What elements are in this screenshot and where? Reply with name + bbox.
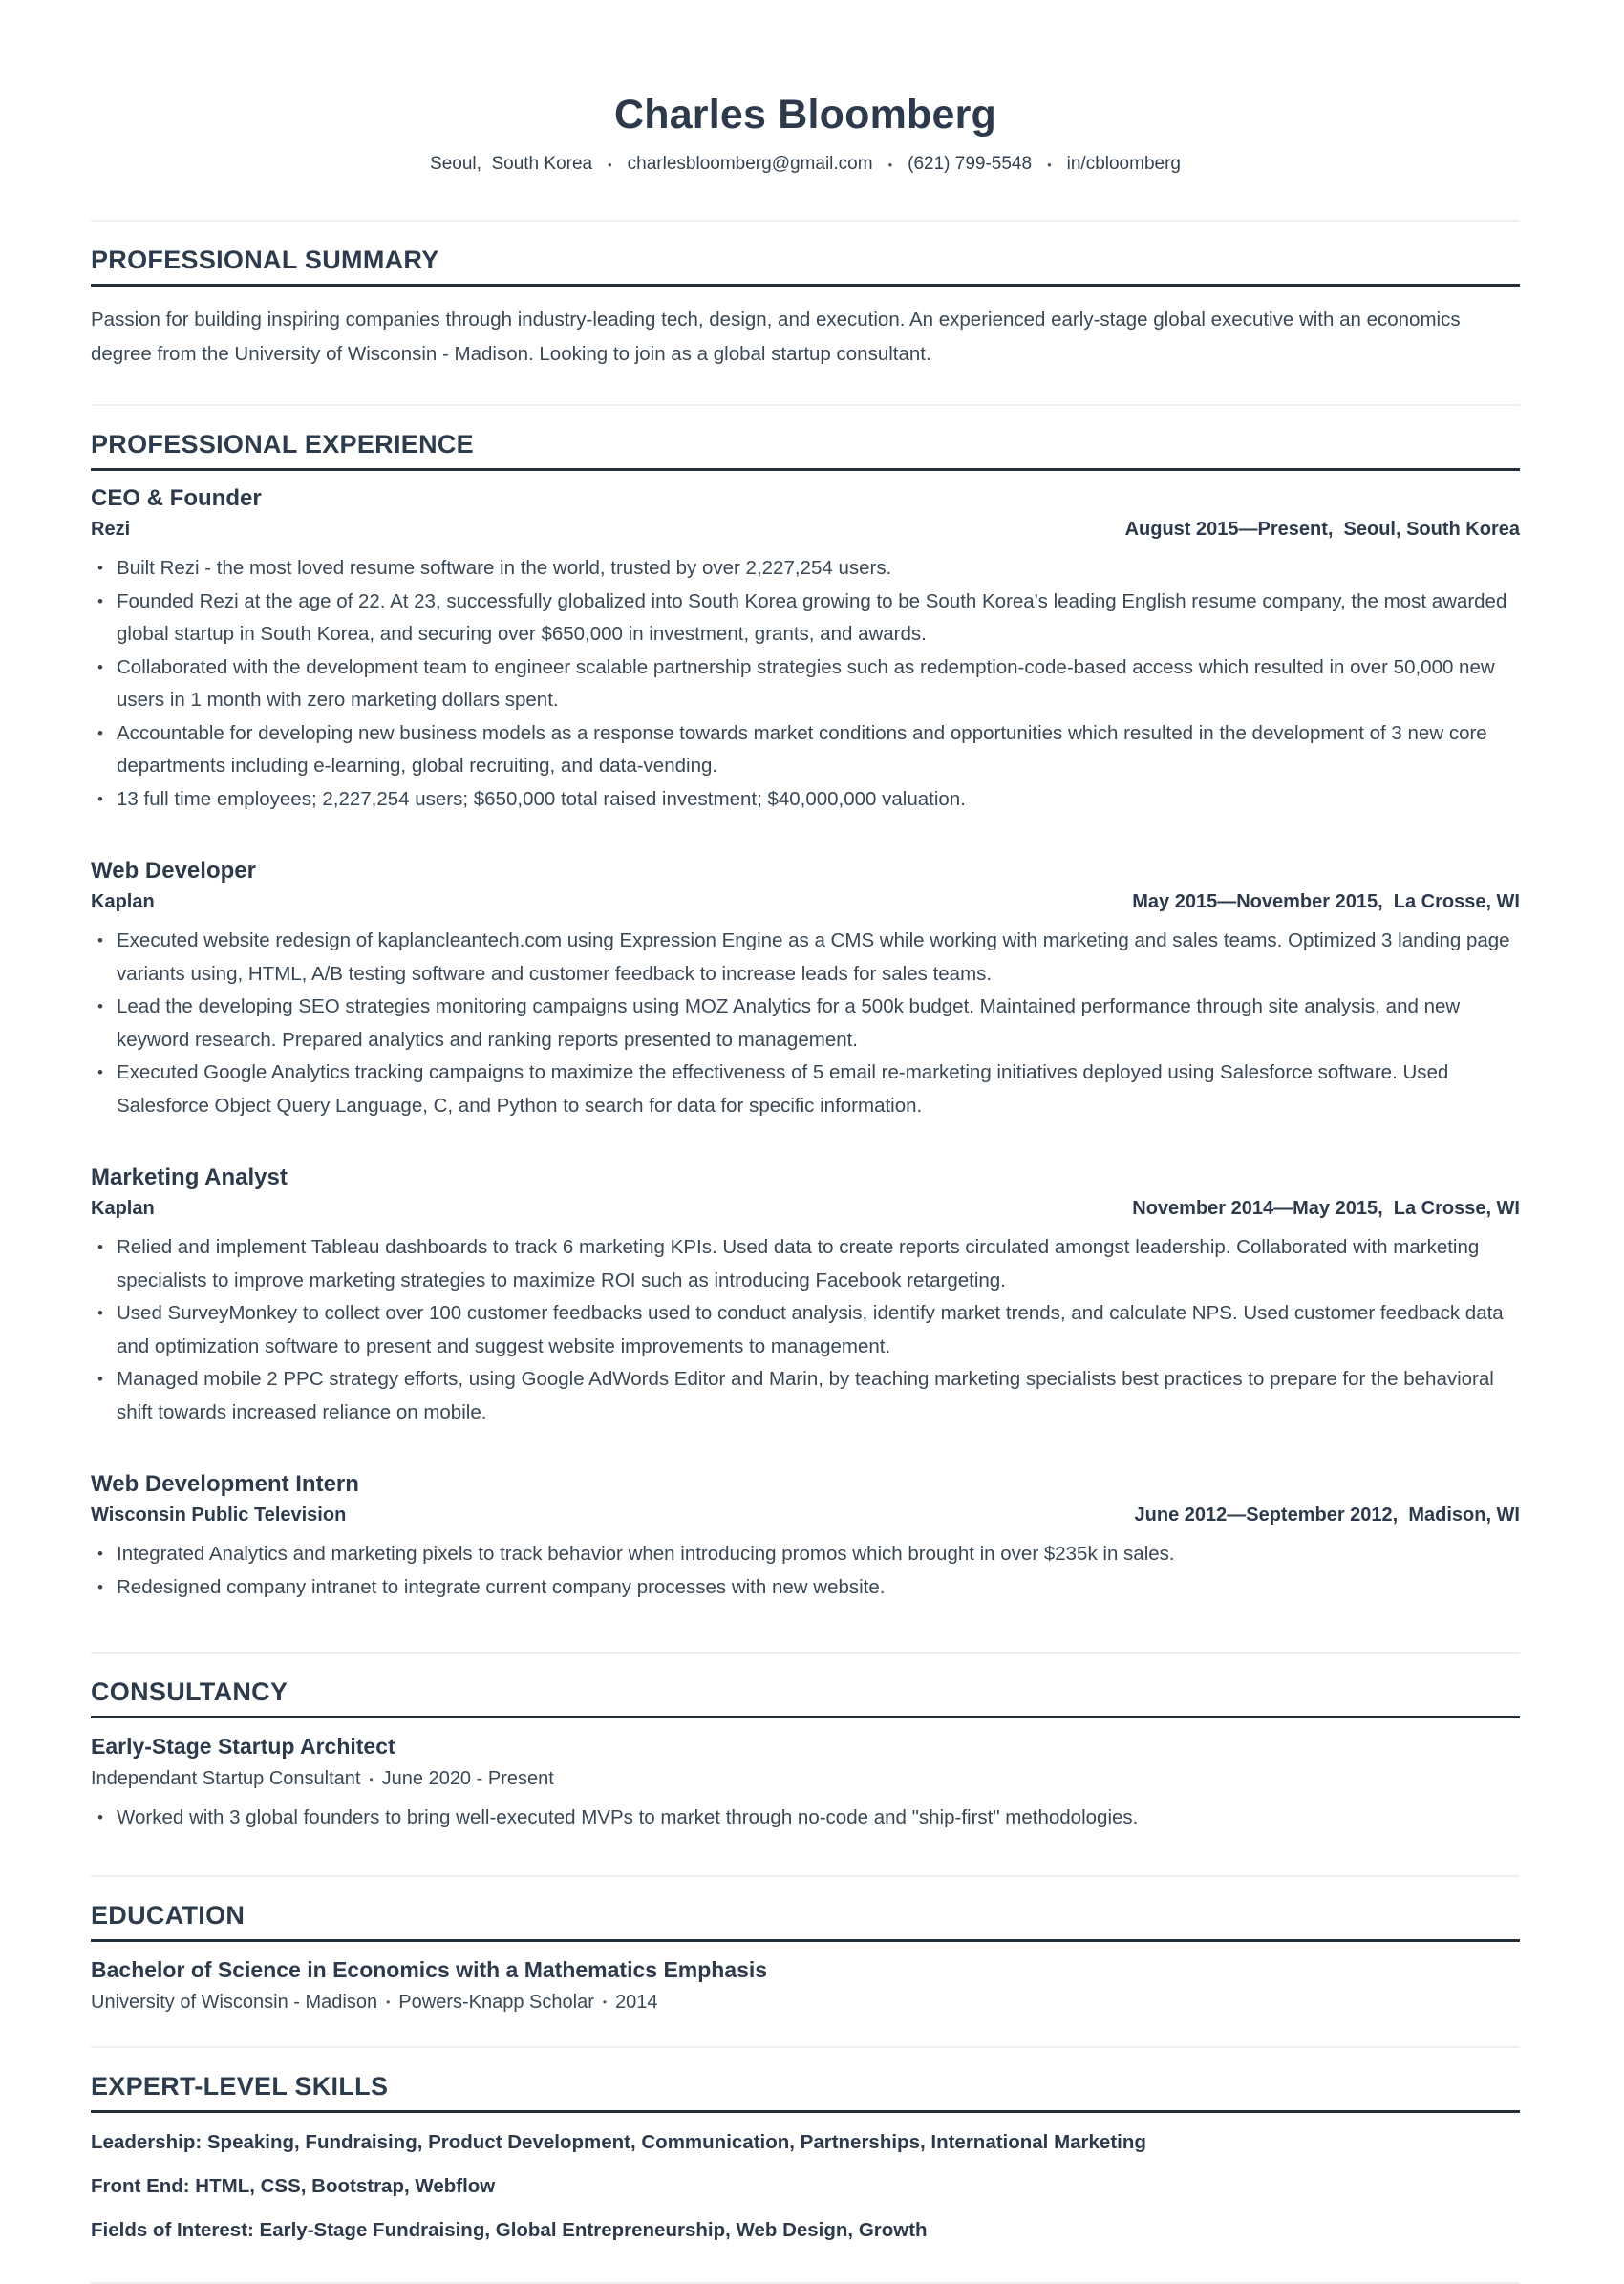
job-bullet-list — [91, 1231, 1520, 1429]
section-divider — [91, 404, 1520, 406]
contact-phone: (621) 799-5548 — [908, 154, 1033, 174]
education-meta — [91, 1992, 1520, 2014]
section-divider — [91, 1652, 1520, 1654]
consultancy-bullet: • Worked with 3 global founders to bring well-executed MVPs to market through no-code and "ship-first" methodologies. — [91, 1802, 1520, 1835]
candidate-name: Charles Bloomberg — [613, 92, 997, 138]
job-date-location: June 2012—September 2012, Madison, WI — [1134, 1505, 1520, 1526]
job-bullet: • Integrated Analytics and marketing pixels to track behavior when introducing promos which brought in over $235k in sales. — [91, 1538, 1520, 1571]
section-divider — [91, 1875, 1520, 1877]
contact-email: charlesbloomberg@gmail.com — [627, 154, 873, 174]
education-year: 2014 — [615, 1991, 658, 2013]
job-bullet-list — [91, 925, 1520, 1122]
job-role: Marketing Analyst — [91, 1164, 288, 1190]
contact-linkedin: in/cbloomberg — [1066, 154, 1181, 174]
contact-line — [91, 154, 1520, 175]
job-role: CEO & Founder — [91, 485, 262, 511]
job-company: Wisconsin Public Television — [91, 1505, 347, 1526]
consultancy-meta — [91, 1768, 1520, 1790]
job-role: Web Development Intern — [91, 1471, 359, 1497]
separator-dot-icon: • — [608, 157, 612, 172]
job-company: Kaplan — [91, 891, 155, 912]
experience-section-title: PROFESSIONAL EXPERIENCE — [91, 430, 1520, 471]
separator-dot-icon: • — [386, 1996, 391, 2009]
job-date-location: August 2015—Present, Seoul, South Korea — [1124, 519, 1520, 540]
job-meta-row — [91, 1198, 1520, 1220]
separator-dot-icon: • — [369, 1772, 374, 1786]
job-bullet-list — [91, 1538, 1520, 1604]
job-company: Rezi — [91, 519, 131, 540]
job-meta-row — [91, 891, 1520, 913]
skills-section-title: EXPERT-LEVEL SKILLS — [91, 2072, 1520, 2113]
education-section-title: EDUCATION — [91, 1901, 1520, 1942]
job-date-location: May 2015—November 2015, La Crosse, WI — [1132, 891, 1520, 912]
section-consultancy — [91, 1677, 1520, 1835]
job-entry — [91, 858, 1520, 1122]
contact-location: Seoul, South Korea — [430, 154, 593, 174]
job-bullet: • Built Rezi - the most loved resume software in the world, trusted by over 2,227,254 users. — [91, 552, 1520, 586]
job-bullet: • Lead the developing SEO strategies monitoring campaigns using MOZ Analytics for a 500k budget. Maintained performance through site analysis, and new keyword research. Prepared analytics and ranking reports presented to management. — [91, 991, 1520, 1057]
resume-header — [91, 0, 1520, 175]
consultancy-role: Early-Stage Startup Architect — [91, 1734, 395, 1759]
job-bullet: • Executed website redesign of kaplancleantech.com using Expression Engine as a CMS while working with marketing and sales teams. Optimized 3 landing page variants using, HTML, A/B testing software and customer feedback to increase leads for sales teams. — [91, 925, 1520, 991]
job-bullet: • Collaborated with the development team to engineer scalable partnership strategies such as redemption-code-based access which resulted in over 50,000 new users in 1 month with zero marketing dollars spent. — [91, 651, 1520, 717]
consultancy-dates: June 2020 - Present — [381, 1768, 554, 1789]
job-bullet: • Accountable for developing new business models as a response towards market conditions and opportunities which resulted in the development of 3 new core departments including e-learning, global recruiting, and data-vending. — [91, 717, 1520, 783]
education-honor: Powers-Knapp Scholar — [398, 1991, 594, 2013]
job-bullet: • Relied and implement Tableau dashboards to track 6 marketing KPIs. Used data to create reports circulated amongst leadership. Collaborated with marketing specialists to improve marketing strategies to maximize ROI such as introducing Facebook retargeting. — [91, 1231, 1520, 1297]
section-divider — [91, 220, 1520, 222]
separator-dot-icon: • — [602, 1996, 608, 2009]
job-meta-row — [91, 1505, 1520, 1526]
consultancy-section-title: CONSULTANCY — [91, 1677, 1520, 1718]
education-school: University of Wisconsin - Madison — [91, 1991, 378, 2013]
job-bullet: • Used SurveyMonkey to collect over 100 customer feedbacks used to conduct analysis, identify market trends, and calculate NPS. Used customer feedback data and optimization software to present and suggest website improvements to management. — [91, 1297, 1520, 1363]
job-bullet: • Executed Google Analytics tracking campaigns to maximize the effectiveness of 5 email re-marketing initiatives deployed using Salesforce software. Used Salesforce Object Query Language, C, and Python to search for data for specific information. — [91, 1057, 1520, 1122]
section-professional-experience — [91, 430, 1520, 1604]
consultancy-bullet-list — [91, 1802, 1520, 1835]
job-bullet: • Managed mobile 2 PPC strategy efforts, using Google AdWords Editor and Marin, by teaching marketing specialists best practices to prepare for the behavioral shift towards increased reliance on mobile. — [91, 1363, 1520, 1429]
job-meta-row — [91, 519, 1520, 541]
separator-dot-icon: • — [887, 157, 893, 172]
job-entry — [91, 1164, 1520, 1429]
education-degree: Bachelor of Science in Economics with a Mathematics Emphasis — [91, 1956, 768, 1982]
section-skills — [91, 2072, 1520, 2244]
job-bullet-list — [91, 552, 1520, 816]
section-professional-summary — [91, 245, 1520, 372]
job-company: Kaplan — [91, 1198, 155, 1219]
job-role: Web Developer — [91, 858, 256, 884]
job-entry — [91, 485, 1520, 816]
section-education — [91, 1901, 1520, 2014]
job-entry — [91, 1471, 1520, 1604]
separator-dot-icon: • — [1047, 157, 1052, 172]
resume-content — [91, 0, 1520, 2284]
consultancy-org: Independant Startup Consultant — [91, 1768, 361, 1789]
skill-line-leadership: Leadership: Speaking, Fundraising, Product Development, Communication, Partnerships, International Marketing — [91, 2130, 1146, 2153]
section-divider — [91, 2282, 1520, 2284]
summary-section-title: PROFESSIONAL SUMMARY — [91, 245, 1520, 287]
job-bullet: • Redesigned company intranet to integrate current company processes with new website. — [91, 1571, 1520, 1605]
skill-line-frontend: Front End: HTML, CSS, Bootstrap, Webflow — [91, 2174, 496, 2197]
job-bullet: • 13 full time employees; 2,227,254 users; $650,000 total raised investment; $40,000,000 valuation. — [91, 783, 1520, 817]
job-date-location: November 2014—May 2015, La Crosse, WI — [1132, 1198, 1520, 1219]
section-divider — [91, 2046, 1520, 2048]
job-bullet: • Founded Rezi at the age of 22. At 23, successfully globalized into South Korea growing to be South Korea's leading English resume company, the most awarded global startup in South Korea, and securing over $650,000 in investment, grants, and awards. — [91, 586, 1520, 651]
summary-text: Passion for building inspiring companies through industry-leading tech, design, and execution. An experienced early-stage global executive with an economics degree from the University of Wisconsin - Madison. Looking to join as a global startup consultant. — [91, 309, 1461, 365]
skill-line-fields-of-interest: Fields of Interest: Early-Stage Fundraising, Global Entrepreneurship, Web Design, Growth — [91, 2218, 928, 2241]
